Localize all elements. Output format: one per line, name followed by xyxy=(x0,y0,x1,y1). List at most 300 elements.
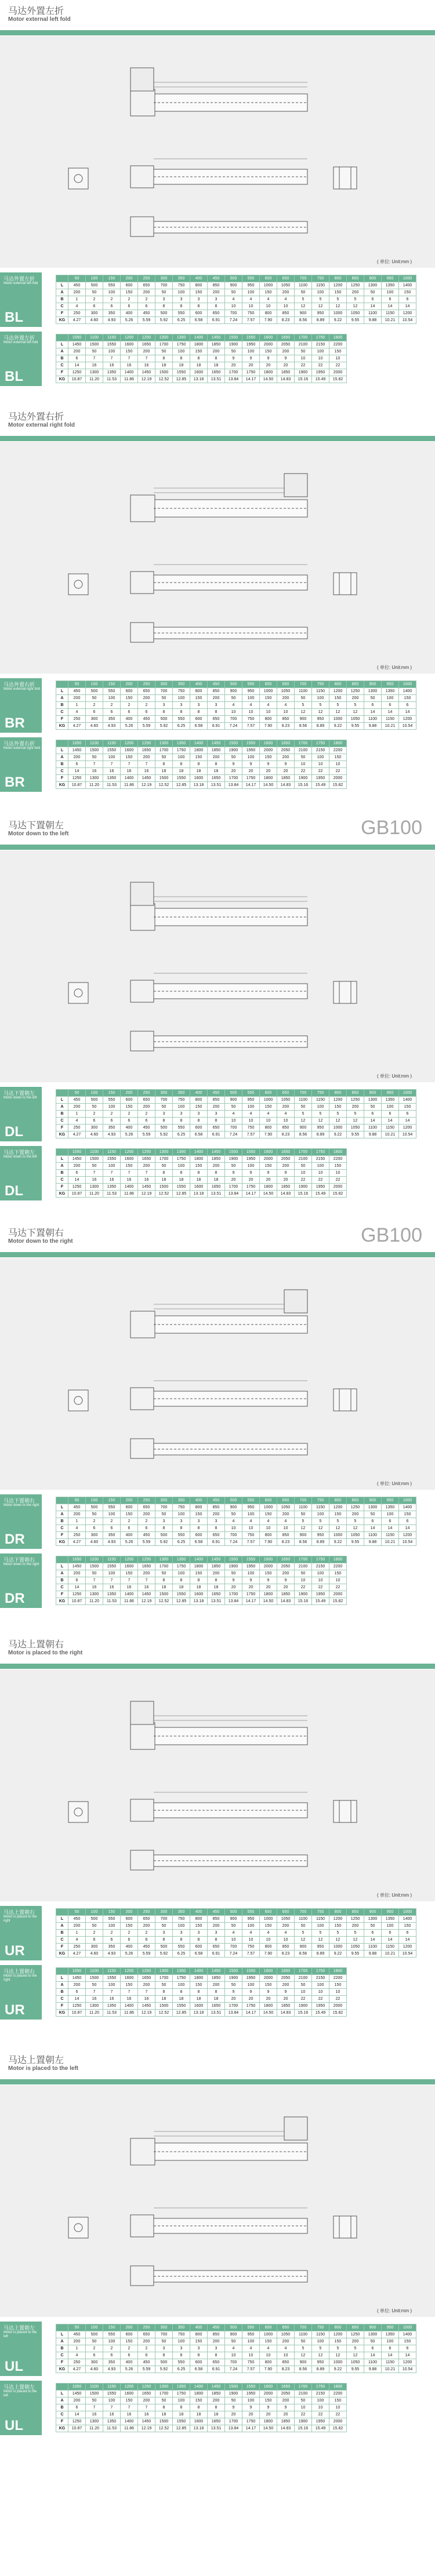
table-cell: 900 xyxy=(225,1916,242,1923)
table-cell: 8.23 xyxy=(277,1131,295,1138)
row-key: F xyxy=(56,310,68,317)
stroke-cell: 1050 xyxy=(68,334,86,341)
table-cell: 5.59 xyxy=(138,1539,155,1546)
table-cell: 1500 xyxy=(155,775,173,782)
stroke-cell: 400 xyxy=(190,275,208,282)
table-cell: 4 xyxy=(277,1111,295,1118)
table-cell: 7 xyxy=(103,2404,121,2411)
table-cell: 2000 xyxy=(329,1184,347,1191)
table-block-1 xyxy=(0,1087,435,1141)
stroke-cell: 350 xyxy=(173,275,190,282)
stroke-cell: 650 xyxy=(277,275,295,282)
table-row xyxy=(56,2411,347,2418)
table-cell: 50 xyxy=(225,754,242,761)
table-cell: 850 xyxy=(208,1097,225,1104)
table-cell: 9.22 xyxy=(329,1951,347,1958)
table-cell: 16 xyxy=(138,1584,155,1591)
stroke-cell: 1450 xyxy=(208,1556,225,1563)
stroke-cell: 800 xyxy=(329,275,347,282)
row-key: L xyxy=(56,1156,68,1163)
table-cell: 200 xyxy=(138,1511,155,1518)
table-cell: 12 xyxy=(329,1118,347,1125)
table-cell: 5.26 xyxy=(121,1131,138,1138)
table-cell: 1050 xyxy=(277,1916,295,1923)
table-cell: 1350 xyxy=(382,1097,399,1104)
table-row xyxy=(56,695,416,702)
table-cell: 1050 xyxy=(347,1125,364,1131)
table-label xyxy=(0,1906,42,1960)
table-cell: 13.18 xyxy=(190,2010,208,2017)
table-cell: 8 xyxy=(208,303,225,310)
table-cell: 1600 xyxy=(190,369,208,376)
table-cell: 1450 xyxy=(138,1184,155,1191)
table-cell: 8 xyxy=(173,761,190,768)
table-cell: 1650 xyxy=(138,747,155,754)
table-cell: 900 xyxy=(225,1097,242,1104)
table-cell: 1000 xyxy=(260,282,277,289)
stroke-cell: 1450 xyxy=(208,334,225,341)
table-cell: 900 xyxy=(295,1532,312,1539)
table-cell: 150 xyxy=(260,2338,277,2345)
table-cell: 15.82 xyxy=(329,1598,347,1605)
table-cell: 6.91 xyxy=(208,2366,225,2373)
stroke-cell: 100 xyxy=(86,1909,103,1916)
stroke-cell: 200 xyxy=(121,1909,138,1916)
stroke-cell: 250 xyxy=(138,2324,155,2331)
table-cell: 100 xyxy=(242,2338,260,2345)
table-cell: 1950 xyxy=(312,369,329,376)
table-cell: 12.52 xyxy=(155,2010,173,2017)
table-cell: 100 xyxy=(242,289,260,296)
table-row xyxy=(56,376,347,383)
table-cell: 500 xyxy=(155,1125,173,1131)
table-cell: 4 xyxy=(68,1118,86,1125)
table-cell: 100 xyxy=(173,1511,190,1518)
table-cell: 22 xyxy=(329,1996,347,2003)
table-cell: 100 xyxy=(312,695,329,702)
table-cell: 18 xyxy=(173,1177,190,1184)
table-cell: 8.89 xyxy=(312,1951,329,1958)
table-cell: 1300 xyxy=(364,2331,382,2338)
table-cell: 3 xyxy=(155,1930,173,1937)
table-cell: 1900 xyxy=(295,2418,312,2425)
unit-label: ( 单位: Unit:mm ) xyxy=(377,1074,412,1079)
table-cell: 900 xyxy=(225,282,242,289)
table-cell: 50 xyxy=(225,2338,242,2345)
table-cell: 950 xyxy=(242,282,260,289)
stroke-cell: 200 xyxy=(121,681,138,688)
table-cell: 200 xyxy=(208,1163,225,1170)
table-label-en: Motor external right fold xyxy=(3,747,41,750)
table-cell: 100 xyxy=(173,348,190,355)
table-cell: 50 xyxy=(86,754,103,761)
table-cell: 5 xyxy=(312,1111,329,1118)
technical-drawing xyxy=(68,1290,357,1458)
table-cell: 12.19 xyxy=(138,376,155,383)
table-cell: 12 xyxy=(312,1937,329,1944)
table-cell: 100 xyxy=(242,754,260,761)
stroke-cell: 1300 xyxy=(155,2384,173,2391)
stroke-cell: 300 xyxy=(155,681,173,688)
table-cell: 1950 xyxy=(242,1156,260,1163)
stroke-cell: 700 xyxy=(295,1909,312,1916)
table-cell: 200 xyxy=(138,1982,155,1989)
table-cell: 4 xyxy=(277,702,295,709)
table-cell: 200 xyxy=(68,1982,86,1989)
stroke-cell: 1150 xyxy=(103,1149,121,1156)
table-cell: 9.55 xyxy=(347,1539,364,1546)
table-cell: 6 xyxy=(399,2345,416,2352)
stroke-cell: 1100 xyxy=(86,334,103,341)
stroke-cell: 150 xyxy=(103,275,121,282)
table-cell: 6.58 xyxy=(190,1539,208,1546)
table-cell: 12.19 xyxy=(138,782,155,789)
table-cell: 10 xyxy=(329,1989,347,1996)
table-row xyxy=(56,282,416,289)
table-cell: 50 xyxy=(155,754,173,761)
table-cell: 8 xyxy=(173,303,190,310)
table-cell: 300 xyxy=(86,1125,103,1131)
table-cell: 100 xyxy=(382,2338,399,2345)
table-cell: 50 xyxy=(225,2397,242,2404)
table-label-cn: 马达上置朝左 xyxy=(3,2385,35,2391)
table-cell: 600 xyxy=(190,716,208,723)
table-cell: 4.27 xyxy=(68,1951,86,1958)
table-label-en: Motor external right fold xyxy=(3,687,41,691)
table-cell: 5 xyxy=(347,702,364,709)
table-cell: 500 xyxy=(86,1916,103,1923)
stroke-cell: 550 xyxy=(242,2324,260,2331)
table-cell: 1 xyxy=(68,702,86,709)
table-cell: 100 xyxy=(312,348,329,355)
table-cell: 1900 xyxy=(225,341,242,348)
table-cell: 1600 xyxy=(190,1184,208,1191)
table-cell: 6 xyxy=(138,303,155,310)
table-cell: 13.51 xyxy=(208,2010,225,2017)
table-cell: 6 xyxy=(138,1937,155,1944)
table-cell: 2100 xyxy=(295,1156,312,1163)
table-cell: 1050 xyxy=(277,688,295,695)
stroke-cell: 1050 xyxy=(68,1149,86,1156)
table-cell: 1600 xyxy=(190,775,208,782)
table-cell: 8 xyxy=(155,709,173,716)
table-cell: 22 xyxy=(329,1584,347,1591)
table-cell: 2050 xyxy=(277,341,295,348)
table-cell: 20 xyxy=(225,2411,242,2418)
table-cell: 200 xyxy=(277,695,295,702)
stroke-cell: 900 xyxy=(364,681,382,688)
table-label xyxy=(0,2322,42,2376)
table-cell: 2000 xyxy=(260,1563,277,1570)
table-cell: 150 xyxy=(399,1511,416,1518)
table-cell: 100 xyxy=(103,1104,121,1111)
table-cell: 1250 xyxy=(68,1591,86,1598)
table-cell: 7 xyxy=(103,355,121,362)
table-cell: 10 xyxy=(329,761,347,768)
table-cell: 16 xyxy=(138,2411,155,2418)
table-label-cn: 马达上置朝左 xyxy=(3,2326,35,2331)
section-bl xyxy=(0,0,435,406)
table-cell: 5.92 xyxy=(155,723,173,730)
table-cell: 10 xyxy=(225,2352,242,2359)
table-cell: 650 xyxy=(208,1125,225,1131)
table-cell: 1850 xyxy=(277,1184,295,1191)
stroke-cell: 700 xyxy=(295,1090,312,1097)
table-cell: 9 xyxy=(260,2404,277,2411)
row-key: F xyxy=(56,1944,68,1951)
table-label xyxy=(0,272,42,327)
table-cell: 7.90 xyxy=(260,723,277,730)
table-cell: 1750 xyxy=(242,2418,260,2425)
table-cell: 500 xyxy=(155,1532,173,1539)
table-cell: 10.54 xyxy=(399,1539,416,1546)
table-cell: 8 xyxy=(190,709,208,716)
section-dl xyxy=(0,814,435,1220)
table-cell: 8 xyxy=(155,1937,173,1944)
table-cell: 15.16 xyxy=(295,782,312,789)
table-cell: 750 xyxy=(242,1125,260,1131)
table-cell: 7.24 xyxy=(225,1951,242,1958)
table-cell: 16 xyxy=(86,768,103,775)
stroke-cell: 1750 xyxy=(312,1968,329,1975)
table-cell: 1300 xyxy=(86,2418,103,2425)
table-cell: 1550 xyxy=(173,1591,190,1598)
table-cell: 16 xyxy=(103,1177,121,1184)
table-cell: 1950 xyxy=(242,1563,260,1570)
stroke-cell: 550 xyxy=(242,1497,260,1504)
table-cell: 50 xyxy=(155,1570,173,1577)
section-header xyxy=(0,0,435,31)
table-cell: 100 xyxy=(242,1570,260,1577)
stroke-header xyxy=(56,1968,68,1975)
table-cell: 100 xyxy=(173,695,190,702)
table-cell: 150 xyxy=(190,1923,208,1930)
table-cell: 150 xyxy=(260,1511,277,1518)
table-cell: 2 xyxy=(138,296,155,303)
stroke-cell: 1750 xyxy=(312,740,329,747)
table-block-2 xyxy=(0,2381,435,2435)
table-cell: 1450 xyxy=(138,369,155,376)
stroke-cell: 550 xyxy=(242,275,260,282)
table-label-cn: 马达外置左折 xyxy=(3,336,35,341)
table-label-cn: 马达下置朝左 xyxy=(3,1091,35,1097)
table-cell: 1650 xyxy=(208,775,225,782)
table-cell: 7.57 xyxy=(242,1951,260,1958)
table-cell: 150 xyxy=(329,348,347,355)
stroke-header xyxy=(56,2384,68,2391)
table-cell: 5.26 xyxy=(121,2366,138,2373)
stroke-cell: 1150 xyxy=(103,740,121,747)
table-cell: 3 xyxy=(208,296,225,303)
stroke-cell: 600 xyxy=(260,681,277,688)
table-cell: 14.17 xyxy=(242,2010,260,2017)
table-cell: 900 xyxy=(295,2359,312,2366)
stroke-cell: 950 xyxy=(382,681,399,688)
stroke-cell: 300 xyxy=(155,1090,173,1097)
dimension-table xyxy=(56,740,347,789)
table-cell: 900 xyxy=(295,310,312,317)
table-cell: 50 xyxy=(155,695,173,702)
section-title-cn: 马达上置朝右 xyxy=(8,1639,64,1650)
table-cell: 6 xyxy=(68,1989,86,1996)
table-cell: 6 xyxy=(382,296,399,303)
table-cell: 350 xyxy=(103,1125,121,1131)
table-cell: 1650 xyxy=(138,341,155,348)
table-cell: 6 xyxy=(121,303,138,310)
table-cell: 4 xyxy=(225,702,242,709)
drawing-area xyxy=(0,2085,435,2317)
stroke-cell: 350 xyxy=(173,1090,190,1097)
stroke-cell: 1250 xyxy=(138,334,155,341)
row-key: C xyxy=(56,1996,68,2003)
table-cell: 1650 xyxy=(208,369,225,376)
table-cell: 650 xyxy=(138,1097,155,1104)
table-cell: 200 xyxy=(347,1923,364,1930)
table-cell: 1900 xyxy=(295,1184,312,1191)
row-key: F xyxy=(56,2418,68,2425)
table-cell: 6.91 xyxy=(208,1539,225,1546)
table-cell: 12.85 xyxy=(173,2010,190,2017)
table-cell: 1550 xyxy=(103,747,121,754)
table-cell: 10.21 xyxy=(382,2366,399,2373)
stroke-cell: 300 xyxy=(155,1497,173,1504)
stroke-cell: 1600 xyxy=(260,740,277,747)
table-cell: 300 xyxy=(86,1944,103,1951)
stroke-cell: 1100 xyxy=(86,1149,103,1156)
section-divider xyxy=(0,1664,435,1669)
table-cell: 6 xyxy=(399,1111,416,1118)
stroke-cell: 1100 xyxy=(86,1556,103,1563)
table-cell: 4.60 xyxy=(86,2366,103,2373)
table-cell: 10 xyxy=(260,709,277,716)
table-cell: 50 xyxy=(155,348,173,355)
table-cell: 5 xyxy=(329,296,347,303)
table-cell: 1650 xyxy=(208,2003,225,2010)
table-cell: 800 xyxy=(260,716,277,723)
table-code: UR xyxy=(5,2002,25,2018)
table-cell: 50 xyxy=(295,2338,312,2345)
stroke-cell: 1200 xyxy=(121,1149,138,1156)
table-cell: 850 xyxy=(277,1125,295,1131)
table-row xyxy=(56,1104,416,1111)
stroke-cell: 1600 xyxy=(260,334,277,341)
table-cell: 1750 xyxy=(173,341,190,348)
table-cell: 1750 xyxy=(242,1591,260,1598)
table-block-2 xyxy=(0,737,435,792)
table-cell: 750 xyxy=(242,2359,260,2366)
table-cell: 200 xyxy=(68,1163,86,1170)
table-cell: 6 xyxy=(86,2352,103,2359)
table-cell: 1600 xyxy=(121,341,138,348)
table-cell: 850 xyxy=(277,1944,295,1951)
stroke-cell: 1050 xyxy=(68,2384,86,2391)
table-cell: 8 xyxy=(155,1989,173,1996)
table-cell: 5 xyxy=(295,1111,312,1118)
table-cell: 800 xyxy=(190,1916,208,1923)
table-cell: 100 xyxy=(173,1982,190,1989)
table-cell: 20 xyxy=(277,1996,295,2003)
drawing-area xyxy=(0,36,435,268)
table-cell: 6 xyxy=(103,303,121,310)
table-cell: 2050 xyxy=(277,1156,295,1163)
table-cell: 400 xyxy=(121,310,138,317)
table-cell: 100 xyxy=(312,1923,329,1930)
table-cell: 16 xyxy=(86,2411,103,2418)
table-cell: 1000 xyxy=(329,310,347,317)
stroke-cell: 1600 xyxy=(260,2384,277,2391)
table-cell: 550 xyxy=(173,2359,190,2366)
table-cell: 14.83 xyxy=(277,1191,295,1198)
row-key: F xyxy=(56,1591,68,1598)
table-cell: 1350 xyxy=(382,1916,399,1923)
table-cell: 7 xyxy=(86,761,103,768)
table-cell: 1200 xyxy=(329,1916,347,1923)
table-code: DR xyxy=(5,1591,25,1606)
stroke-cell: 1250 xyxy=(138,2384,155,2391)
table-row xyxy=(56,768,347,775)
section-title-cn: 马达外置右折 xyxy=(8,411,64,422)
table-cell: 550 xyxy=(173,310,190,317)
table-cell: 8 xyxy=(173,1118,190,1125)
table-cell: 10.87 xyxy=(68,2425,86,2432)
table-cell: 11.20 xyxy=(86,782,103,789)
table-cell: 4 xyxy=(68,2352,86,2359)
table-cell: 10 xyxy=(312,1170,329,1177)
table-cell: 6.25 xyxy=(173,2366,190,2373)
table-row xyxy=(56,2010,347,2017)
table-cell: 22 xyxy=(329,2411,347,2418)
table-cell: 600 xyxy=(121,688,138,695)
stroke-cell: 500 xyxy=(225,1909,242,1916)
table-cell: 7 xyxy=(86,355,103,362)
row-key: KG xyxy=(56,1598,68,1605)
table-cell: 1300 xyxy=(86,369,103,376)
table-cell: 6.25 xyxy=(173,723,190,730)
stroke-cell: 1650 xyxy=(277,334,295,341)
table-row xyxy=(56,362,347,369)
table-cell: 18 xyxy=(173,362,190,369)
table-cell: 7 xyxy=(103,1989,121,1996)
table-cell: 200 xyxy=(138,289,155,296)
table-cell: 8 xyxy=(190,1989,208,1996)
table-cell: 1650 xyxy=(208,2418,225,2425)
stroke-cell: 1350 xyxy=(173,334,190,341)
table-cell: 950 xyxy=(312,310,329,317)
table-cell: 14 xyxy=(68,1177,86,1184)
table-cell: 8 xyxy=(155,2404,173,2411)
table-cell: 10.87 xyxy=(68,1598,86,1605)
stroke-cell: 600 xyxy=(260,275,277,282)
table-cell: 10 xyxy=(312,1989,329,1996)
table-cell: 100 xyxy=(312,1570,329,1577)
table-cell: 11.20 xyxy=(86,2425,103,2432)
table-cell: 4.93 xyxy=(103,1951,121,1958)
table-cell: 4 xyxy=(260,1930,277,1937)
table-cell: 6.58 xyxy=(190,2366,208,2373)
table-cell: 1250 xyxy=(68,1184,86,1191)
table-cell: 950 xyxy=(312,716,329,723)
table-cell: 5.59 xyxy=(138,317,155,324)
table-cell: 14 xyxy=(399,1937,416,1944)
stroke-cell: 300 xyxy=(155,275,173,282)
table-cell: 10 xyxy=(260,2352,277,2359)
table-cell: 9 xyxy=(242,1170,260,1177)
table-cell: 200 xyxy=(277,1163,295,1170)
table-cell: 13.18 xyxy=(190,1191,208,1198)
table-cell: 1450 xyxy=(68,1563,86,1570)
stroke-cell: 1700 xyxy=(295,740,312,747)
table-cell: 5 xyxy=(295,2345,312,2352)
